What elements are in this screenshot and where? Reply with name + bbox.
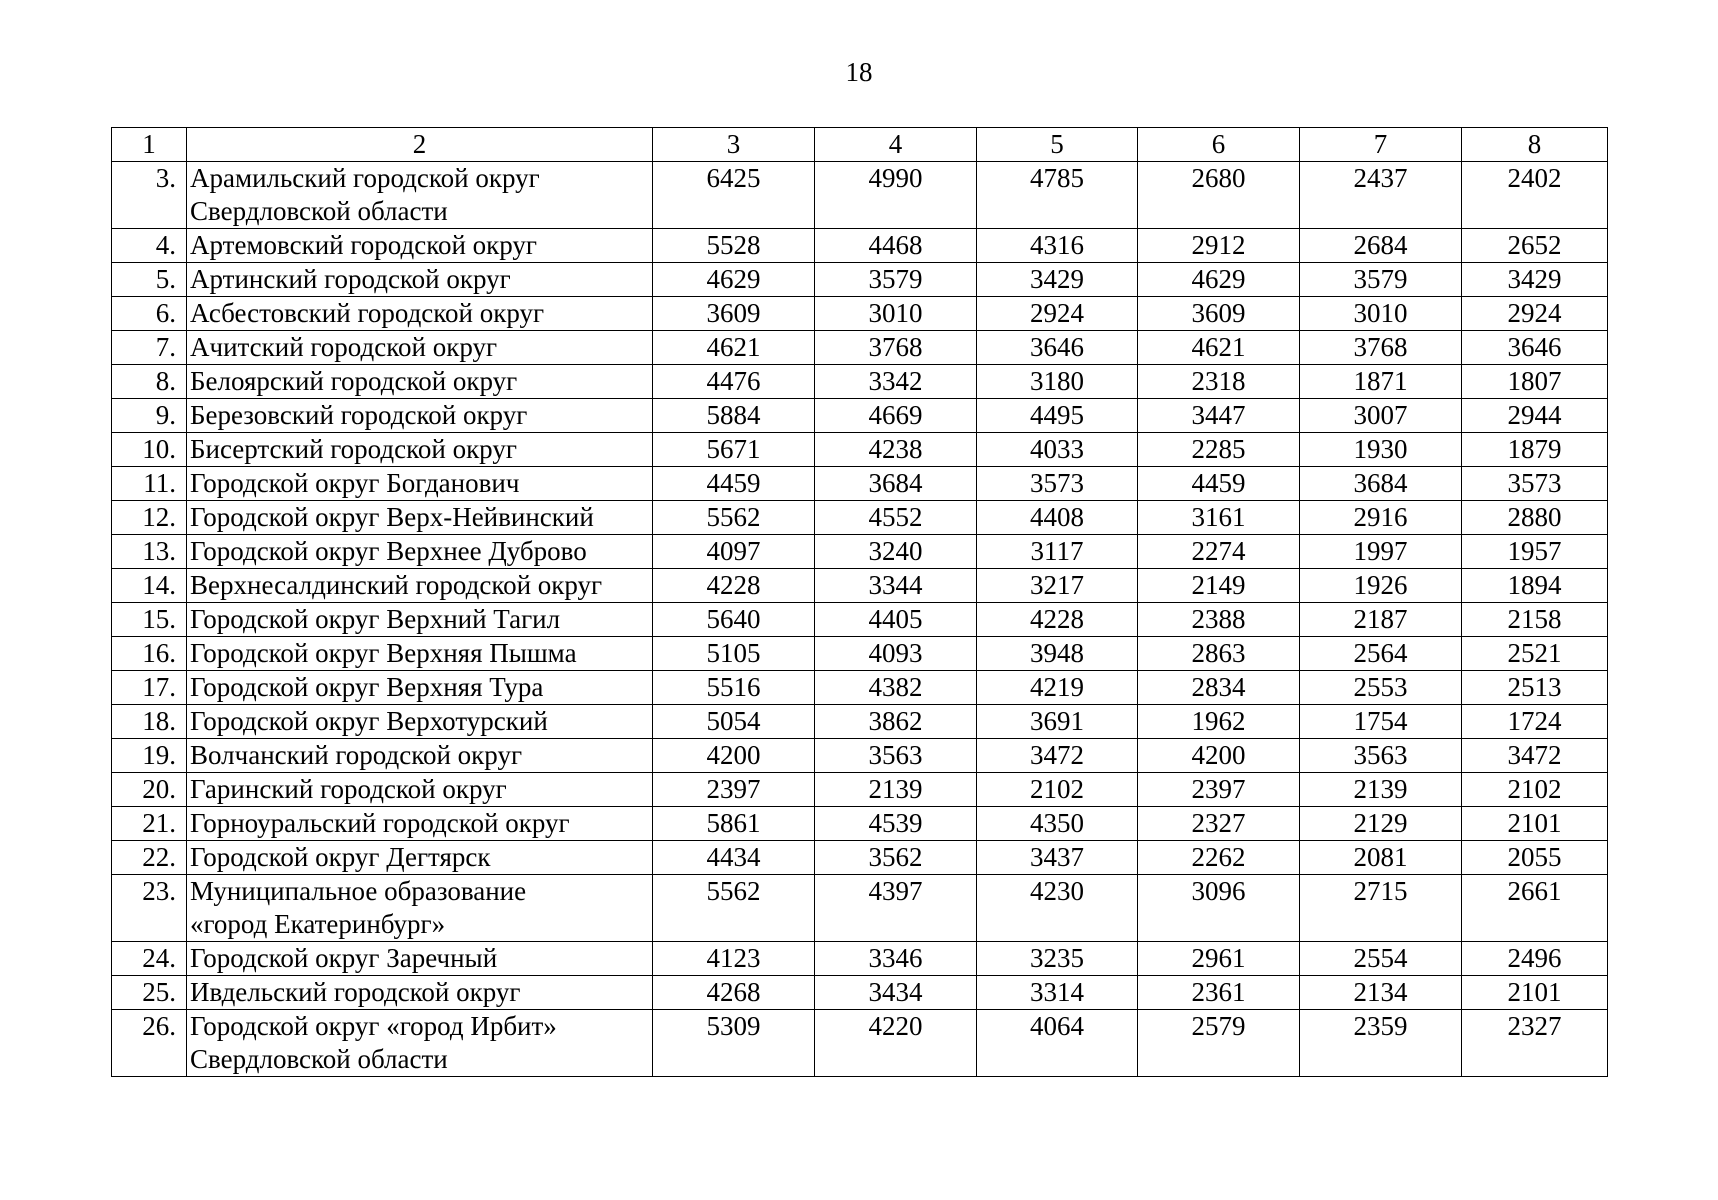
value-cell-col-4: 3684: [815, 467, 977, 501]
table-row: [112, 263, 1608, 297]
value-cell-col-4: 4405: [815, 603, 977, 637]
table-row: [112, 433, 1608, 467]
value-cell-col-3: 5671: [653, 433, 815, 467]
value-cell-col-6: 2149: [1138, 569, 1300, 603]
municipality-name-line: Свердловской области: [190, 1044, 448, 1074]
municipality-name-cell: [187, 569, 653, 603]
value-cell-col-4: 4238: [815, 433, 977, 467]
value-cell-col-3: 5528: [653, 229, 815, 263]
value-cell-col-6: 2579: [1138, 1010, 1300, 1077]
value-cell-col-5: 2102: [977, 773, 1138, 807]
value-cell-col-8: 2880: [1462, 501, 1608, 535]
municipality-name-line: Городской округ Верхняя Тура: [190, 672, 544, 702]
value-cell-col-7: 2684: [1300, 229, 1462, 263]
value-cell-col-8: 2652: [1462, 229, 1608, 263]
value-cell-col-3: 5861: [653, 807, 815, 841]
table-row: [112, 331, 1608, 365]
municipality-name-cell: [187, 942, 653, 976]
row-number-cell: 12.: [112, 501, 187, 535]
value-cell-col-4: 3346: [815, 942, 977, 976]
table-row: [112, 841, 1608, 875]
value-cell-col-6: 3161: [1138, 501, 1300, 535]
value-cell-col-6: 4200: [1138, 739, 1300, 773]
value-cell-col-5: 3437: [977, 841, 1138, 875]
value-cell-col-4: 3562: [815, 841, 977, 875]
municipality-name-line: Городской округ Дегтярск: [190, 842, 491, 872]
value-cell-col-5: 3948: [977, 637, 1138, 671]
value-cell-col-5: 4350: [977, 807, 1138, 841]
value-cell-col-5: 4316: [977, 229, 1138, 263]
value-cell-col-5: 2924: [977, 297, 1138, 331]
value-cell-col-7: 3010: [1300, 297, 1462, 331]
table-header-row: [112, 128, 1608, 162]
municipality-name-line: Городской округ Богданович: [190, 468, 520, 498]
value-cell-col-8: 3429: [1462, 263, 1608, 297]
value-cell-col-8: 2924: [1462, 297, 1608, 331]
value-cell-col-6: 2327: [1138, 807, 1300, 841]
value-cell-col-8: 2513: [1462, 671, 1608, 705]
row-number-cell: 3.: [112, 162, 187, 229]
municipality-name-cell: [187, 739, 653, 773]
value-cell-col-8: 1807: [1462, 365, 1608, 399]
municipality-name-line: Гаринский городской округ: [190, 774, 507, 804]
value-cell-col-5: 4230: [977, 875, 1138, 942]
municipality-name-cell: [187, 773, 653, 807]
value-cell-col-4: 4552: [815, 501, 977, 535]
municipality-name-line: Арамильский городской округ: [190, 163, 540, 193]
value-cell-col-8: 3573: [1462, 467, 1608, 501]
value-cell-col-7: 2564: [1300, 637, 1462, 671]
value-cell-col-8: 2055: [1462, 841, 1608, 875]
value-cell-col-6: 2318: [1138, 365, 1300, 399]
header-cell: 7: [1300, 128, 1462, 162]
value-cell-col-3: 4123: [653, 942, 815, 976]
table-row: [112, 807, 1608, 841]
value-cell-col-4: 3240: [815, 535, 977, 569]
municipality-name-line: Ивдельский городской округ: [190, 977, 521, 1007]
header-cell: 6: [1138, 128, 1300, 162]
row-number-cell: 4.: [112, 229, 187, 263]
value-cell-col-8: 2101: [1462, 976, 1608, 1010]
value-cell-col-6: 2863: [1138, 637, 1300, 671]
municipality-name-cell: [187, 1010, 653, 1077]
municipality-name-cell: [187, 467, 653, 501]
municipality-name-line: Верхнесалдинский городской округ: [190, 570, 603, 600]
row-number-cell: 7.: [112, 331, 187, 365]
row-number-cell: 13.: [112, 535, 187, 569]
municipality-name-cell: [187, 263, 653, 297]
row-number-cell: 26.: [112, 1010, 187, 1077]
row-number-cell: 22.: [112, 841, 187, 875]
value-cell-col-4: 3862: [815, 705, 977, 739]
municipality-name-line: Ачитский городской округ: [190, 332, 498, 362]
value-cell-col-5: 3472: [977, 739, 1138, 773]
value-cell-col-6: 4629: [1138, 263, 1300, 297]
value-cell-col-3: 5884: [653, 399, 815, 433]
value-cell-col-3: 2397: [653, 773, 815, 807]
value-cell-col-6: 3096: [1138, 875, 1300, 942]
municipality-name-line: Городской округ Заречный: [190, 943, 498, 973]
value-cell-col-7: 1754: [1300, 705, 1462, 739]
table-row: [112, 942, 1608, 976]
table-row: [112, 603, 1608, 637]
table-row: [112, 162, 1608, 229]
value-cell-col-3: 4097: [653, 535, 815, 569]
value-cell-col-4: 4468: [815, 229, 977, 263]
municipality-name-line: Городской округ Верхнее Дуброво: [190, 536, 587, 566]
value-cell-col-8: 1724: [1462, 705, 1608, 739]
value-cell-col-4: 3344: [815, 569, 977, 603]
municipality-name-cell: [187, 365, 653, 399]
value-cell-col-3: 5105: [653, 637, 815, 671]
value-cell-col-3: 5562: [653, 875, 815, 942]
municipality-name-line: Асбестовский городской округ: [190, 298, 545, 328]
value-cell-col-6: 2680: [1138, 162, 1300, 229]
municipality-name-line: Свердловской области: [190, 196, 448, 226]
value-cell-col-8: 1879: [1462, 433, 1608, 467]
value-cell-col-4: 3579: [815, 263, 977, 297]
value-cell-col-8: 2661: [1462, 875, 1608, 942]
row-number-cell: 10.: [112, 433, 187, 467]
value-cell-col-4: 4220: [815, 1010, 977, 1077]
municipality-name-line: Артемовский городской округ: [190, 230, 537, 260]
value-cell-col-3: 5309: [653, 1010, 815, 1077]
value-cell-col-7: 1930: [1300, 433, 1462, 467]
municipality-name-cell: [187, 637, 653, 671]
value-cell-col-5: 3573: [977, 467, 1138, 501]
municipality-name-cell: [187, 671, 653, 705]
table-row: [112, 976, 1608, 1010]
value-cell-col-4: 3010: [815, 297, 977, 331]
table-row: [112, 229, 1608, 263]
value-cell-col-8: 2521: [1462, 637, 1608, 671]
value-cell-col-6: 2262: [1138, 841, 1300, 875]
value-cell-col-7: 2715: [1300, 875, 1462, 942]
municipality-name-cell: [187, 875, 653, 942]
value-cell-col-4: 4397: [815, 875, 977, 942]
value-cell-col-6: 2397: [1138, 773, 1300, 807]
value-cell-col-5: 4064: [977, 1010, 1138, 1077]
value-cell-col-5: 4785: [977, 162, 1138, 229]
municipality-name-cell: [187, 501, 653, 535]
value-cell-col-6: 2834: [1138, 671, 1300, 705]
row-number-cell: 6.: [112, 297, 187, 331]
value-cell-col-5: 4228: [977, 603, 1138, 637]
value-cell-col-3: 4476: [653, 365, 815, 399]
value-cell-col-6: 4459: [1138, 467, 1300, 501]
municipality-name-cell: [187, 705, 653, 739]
value-cell-col-3: 4434: [653, 841, 815, 875]
value-cell-col-4: 4539: [815, 807, 977, 841]
table-row: [112, 705, 1608, 739]
value-cell-col-5: 3646: [977, 331, 1138, 365]
row-number-cell: 24.: [112, 942, 187, 976]
value-cell-col-4: 4093: [815, 637, 977, 671]
value-cell-col-7: 3007: [1300, 399, 1462, 433]
value-cell-col-6: 4621: [1138, 331, 1300, 365]
row-number-cell: 25.: [112, 976, 187, 1010]
municipality-name-cell: [187, 603, 653, 637]
value-cell-col-7: 2553: [1300, 671, 1462, 705]
municipality-name-cell: [187, 807, 653, 841]
municipality-name-cell: [187, 433, 653, 467]
value-cell-col-7: 3579: [1300, 263, 1462, 297]
municipality-name-line: Волчанский городской округ: [190, 740, 523, 770]
row-number-cell: 17.: [112, 671, 187, 705]
table-row: [112, 739, 1608, 773]
value-cell-col-5: 3429: [977, 263, 1138, 297]
municipality-name-cell: [187, 535, 653, 569]
municipality-name-line: Городской округ Верхняя Пышма: [190, 638, 577, 668]
value-cell-col-4: 3768: [815, 331, 977, 365]
row-number-cell: 19.: [112, 739, 187, 773]
row-number-cell: 14.: [112, 569, 187, 603]
value-cell-col-7: 2134: [1300, 976, 1462, 1010]
municipality-name-cell: [187, 331, 653, 365]
value-cell-col-7: 2129: [1300, 807, 1462, 841]
value-cell-col-4: 4669: [815, 399, 977, 433]
municipality-name-cell: [187, 841, 653, 875]
table-body: [112, 128, 1608, 1077]
value-cell-col-6: 2961: [1138, 942, 1300, 976]
value-cell-col-5: 3180: [977, 365, 1138, 399]
value-cell-col-7: 1926: [1300, 569, 1462, 603]
value-cell-col-8: 1957: [1462, 535, 1608, 569]
table-row: [112, 365, 1608, 399]
value-cell-col-6: 2274: [1138, 535, 1300, 569]
value-cell-col-6: 3447: [1138, 399, 1300, 433]
table-row: [112, 1010, 1608, 1077]
value-cell-col-7: 3684: [1300, 467, 1462, 501]
value-cell-col-8: 2944: [1462, 399, 1608, 433]
value-cell-col-5: 3235: [977, 942, 1138, 976]
value-cell-col-8: 2158: [1462, 603, 1608, 637]
table-row: [112, 297, 1608, 331]
municipality-name-line: Городской округ Верх-Нейвинский: [190, 502, 594, 532]
value-cell-col-6: 1962: [1138, 705, 1300, 739]
value-cell-col-6: 2361: [1138, 976, 1300, 1010]
value-cell-col-8: 3472: [1462, 739, 1608, 773]
municipality-name-cell: [187, 399, 653, 433]
row-number-cell: 16.: [112, 637, 187, 671]
municipality-name-cell: [187, 229, 653, 263]
value-cell-col-8: 2327: [1462, 1010, 1608, 1077]
value-cell-col-7: 1997: [1300, 535, 1462, 569]
value-cell-col-3: 5640: [653, 603, 815, 637]
value-cell-col-5: 4495: [977, 399, 1138, 433]
value-cell-col-4: 3434: [815, 976, 977, 1010]
table-row: [112, 569, 1608, 603]
table-row: [112, 875, 1608, 942]
row-number-cell: 8.: [112, 365, 187, 399]
municipality-name-line: Городской округ «город Ирбит»: [190, 1011, 557, 1041]
value-cell-col-5: 3217: [977, 569, 1138, 603]
row-number-cell: 15.: [112, 603, 187, 637]
value-cell-col-6: 2912: [1138, 229, 1300, 263]
municipality-name-line: Муниципальное образование: [190, 876, 527, 906]
table-row: [112, 671, 1608, 705]
value-cell-col-6: 2388: [1138, 603, 1300, 637]
row-number-cell: 5.: [112, 263, 187, 297]
table-row: [112, 501, 1608, 535]
page-number: 18: [845, 57, 873, 87]
value-cell-col-7: 3768: [1300, 331, 1462, 365]
header-cell: 3: [653, 128, 815, 162]
row-number-cell: 20.: [112, 773, 187, 807]
value-cell-col-5: 3117: [977, 535, 1138, 569]
value-cell-col-8: 3646: [1462, 331, 1608, 365]
value-cell-col-3: 4621: [653, 331, 815, 365]
value-cell-col-7: 3563: [1300, 739, 1462, 773]
municipality-name-line: Артинский городской округ: [190, 264, 511, 294]
data-table: [111, 127, 1608, 1077]
municipality-name-line: «город Екатеринбург»: [190, 909, 446, 939]
value-cell-col-3: 4200: [653, 739, 815, 773]
row-number-cell: 23.: [112, 875, 187, 942]
value-cell-col-6: 2285: [1138, 433, 1300, 467]
table-row: [112, 535, 1608, 569]
value-cell-col-8: 2496: [1462, 942, 1608, 976]
value-cell-col-7: 2554: [1300, 942, 1462, 976]
municipality-name-cell: [187, 976, 653, 1010]
municipality-name-line: Горноуральский городской округ: [190, 808, 570, 838]
municipality-name-line: Белоярский городской округ: [190, 366, 518, 396]
value-cell-col-3: 6425: [653, 162, 815, 229]
value-cell-col-3: 3609: [653, 297, 815, 331]
value-cell-col-5: 4219: [977, 671, 1138, 705]
value-cell-col-7: 2916: [1300, 501, 1462, 535]
value-cell-col-4: 2139: [815, 773, 977, 807]
value-cell-col-5: 4033: [977, 433, 1138, 467]
value-cell-col-8: 2101: [1462, 807, 1608, 841]
value-cell-col-4: 4990: [815, 162, 977, 229]
row-number-cell: 9.: [112, 399, 187, 433]
value-cell-col-4: 3563: [815, 739, 977, 773]
value-cell-col-3: 4459: [653, 467, 815, 501]
table-row: [112, 773, 1608, 807]
municipality-name-line: Бисертский городской округ: [190, 434, 517, 464]
header-cell: 2: [187, 128, 653, 162]
municipality-name-line: Городской округ Верхотурский: [190, 706, 548, 736]
value-cell-col-5: 3314: [977, 976, 1138, 1010]
row-number-cell: 11.: [112, 467, 187, 501]
value-cell-col-3: 4629: [653, 263, 815, 297]
value-cell-col-3: 4228: [653, 569, 815, 603]
value-cell-col-7: 2359: [1300, 1010, 1462, 1077]
row-number-cell: 18.: [112, 705, 187, 739]
value-cell-col-5: 4408: [977, 501, 1138, 535]
value-cell-col-7: 1871: [1300, 365, 1462, 399]
table-row: [112, 637, 1608, 671]
header-cell: 4: [815, 128, 977, 162]
municipality-name-line: Городской округ Верхний Тагил: [190, 604, 561, 634]
value-cell-col-7: 2139: [1300, 773, 1462, 807]
municipality-name-cell: [187, 162, 653, 229]
value-cell-col-3: 5562: [653, 501, 815, 535]
value-cell-col-7: 2187: [1300, 603, 1462, 637]
value-cell-col-8: 2402: [1462, 162, 1608, 229]
header-cell: 1: [112, 128, 187, 162]
value-cell-col-5: 3691: [977, 705, 1138, 739]
header-cell: 5: [977, 128, 1138, 162]
value-cell-col-3: 5516: [653, 671, 815, 705]
value-cell-col-7: 2437: [1300, 162, 1462, 229]
value-cell-col-4: 4382: [815, 671, 977, 705]
value-cell-col-6: 3609: [1138, 297, 1300, 331]
table-row: [112, 399, 1608, 433]
header-cell: 8: [1462, 128, 1608, 162]
row-number-cell: 21.: [112, 807, 187, 841]
municipality-name-cell: [187, 297, 653, 331]
value-cell-col-3: 4268: [653, 976, 815, 1010]
municipality-name-line: Березовский городской округ: [190, 400, 528, 430]
table-row: [112, 467, 1608, 501]
value-cell-col-3: 5054: [653, 705, 815, 739]
value-cell-col-8: 1894: [1462, 569, 1608, 603]
value-cell-col-7: 2081: [1300, 841, 1462, 875]
value-cell-col-8: 2102: [1462, 773, 1608, 807]
value-cell-col-4: 3342: [815, 365, 977, 399]
